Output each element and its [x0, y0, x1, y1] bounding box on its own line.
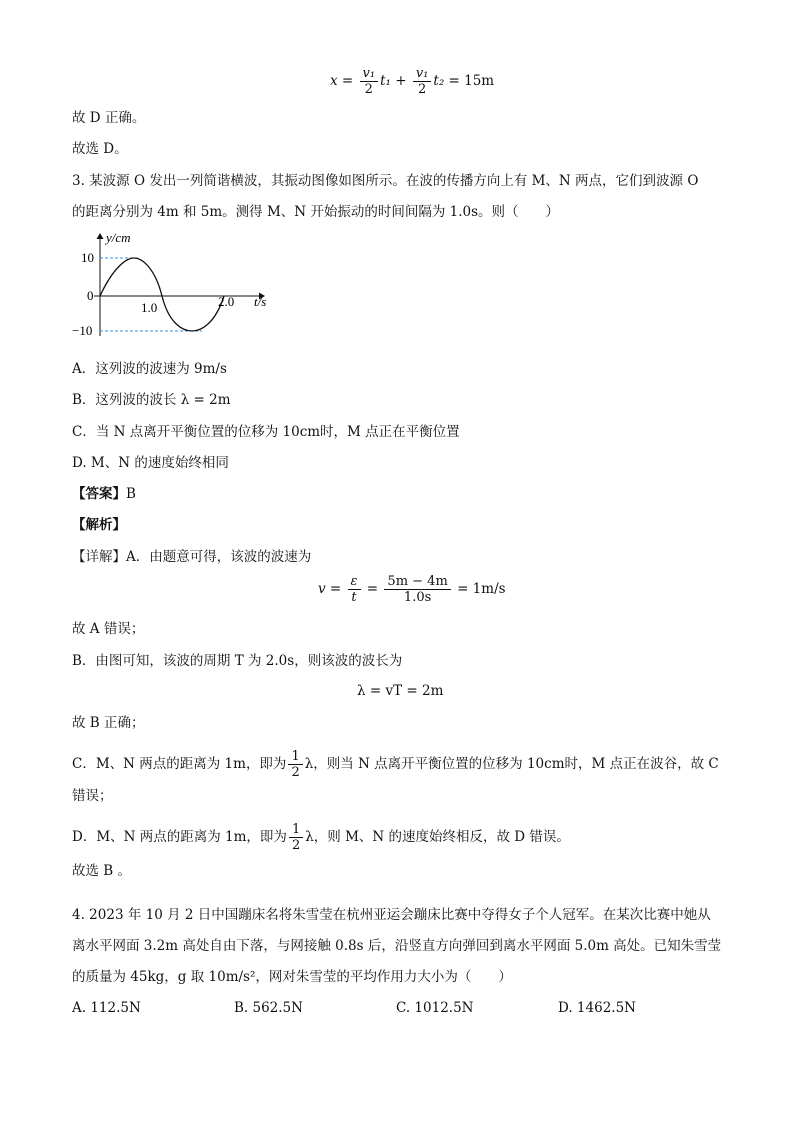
b-right: 故 B 正确；: [72, 715, 145, 731]
answer-tag: 【答案】: [72, 486, 126, 502]
answer-value: B: [126, 486, 136, 502]
x-axis-label: t/s: [254, 294, 267, 309]
sine-curve: [100, 258, 224, 331]
q3-stem-line2: 的距离分别为 4m 和 5m。测得 M、N 开始振动的时间间隔为 1.0s。则（ ）: [72, 204, 560, 220]
choose-d: 故选 D。: [72, 141, 128, 157]
q4-option-c: C. 1012.5N: [396, 1000, 474, 1016]
fraction-v1-over-2: $\frac{\text{v₁}}{2}$: [360, 66, 379, 97]
fraction-distance-over-time: $\frac{5m - 4m}{1.0s}$: [384, 574, 450, 605]
eq-x-label: x =: [330, 73, 358, 89]
q4-option-d: D. 1462.5N: [558, 1000, 636, 1016]
equation-wavelength: λ = vT = 2m: [357, 683, 444, 699]
x-tick-1: 1.0: [141, 300, 158, 315]
detail-c: C．M、N 两点的距离为 1m，即为 $\frac{1}{2}$ λ，则当 N 点离开平衡位置的位移为 10cm时，M 点正在波谷，故 C: [72, 749, 719, 780]
x-tick-2: 2.0: [218, 294, 235, 309]
q4-stem-line3: 的质量为 45kg，g 取 10m/s²，网对朱雪莹的平均作用力大小为（ ）: [72, 969, 512, 985]
vibration-graph: [68, 228, 288, 346]
y-tick-top: 10: [81, 250, 94, 265]
y-axis-label: y/cm: [106, 230, 131, 245]
c-wrong: 错误；: [72, 788, 113, 804]
equation-velocity: v = $\frac{\varepsilon}{t}$ = $\frac{5m - 4m}{1.0s}$ = 1m/s: [318, 574, 506, 605]
equation-displacement: x = $\frac{\text{v₁}}{2}$ t₁ + $\frac{\text{v₁}}{2}$ t₂ = 15m: [330, 66, 495, 97]
detail-b: B．由图可知，该波的周期 T 为 2.0s，则该波的波长为: [72, 653, 403, 669]
q4-option-a: A. 112.5N: [72, 1000, 141, 1016]
y-tick-bottom: −10: [72, 323, 93, 338]
q4-option-b: B. 562.5N: [234, 1000, 303, 1016]
answer-line: [72, 485, 136, 503]
fraction-one-half-d: $\frac{1}{2}$: [289, 822, 303, 853]
q4-options: [72, 999, 720, 1017]
conclusion-d: 故 D 正确。: [72, 110, 146, 126]
q3-option-d: D. M、N 的速度始终相同: [72, 455, 229, 471]
detail-a: 【详解】A．由题意可得，该波的波速为: [72, 549, 312, 565]
fraction-epsilon-over-t: $\frac{\varepsilon}{t}$: [348, 574, 361, 605]
a-wrong: 故 A 错误；: [72, 621, 145, 637]
eq-t2: t₂: [433, 73, 445, 89]
fraction-one-half-c: $\frac{1}{2}$: [288, 749, 302, 780]
q4-stem-line2: 离水平网面 3.2m 高处自由下落，与网接触 0.8s 后，沿竖直方向弹回到离水平网面 5.0m 高处。已知朱雪莹: [72, 938, 722, 954]
y-tick-zero: 0: [87, 288, 94, 303]
q3-option-a: A．这列波的波速为 9m/s: [72, 361, 227, 377]
eq-t1: t₁: [380, 73, 391, 89]
detail-d: D．M、N 两点的距离为 1m，即为 $\frac{1}{2}$ λ，则 M、N 的速度始终相反，故 D 错误。: [72, 822, 570, 853]
analysis-tag: 【解析】: [72, 517, 126, 533]
q3-option-c: C．当 N 点离开平衡位置的位移为 10cm时，M 点正在平衡位置: [72, 424, 460, 440]
q4-stem-line1: 4. 2023 年 10 月 2 日中国蹦床名将朱雪莹在杭州亚运会蹦床比赛中夺得女子个人冠军。在某次比赛中她从: [72, 907, 711, 923]
q3-option-b: B．这列波的波长 λ = 2m: [72, 392, 231, 408]
fraction-v1-over-2-second: $\frac{\text{v₁}}{2}$: [413, 66, 432, 97]
choose-b: 故选 B 。: [72, 863, 132, 879]
q3-stem-line1: 3. 某波源 O 发出一列简谐横波，其振动图像如图所示。在波的传播方向上有 M、N 两点，它们到波源 O: [72, 173, 699, 189]
